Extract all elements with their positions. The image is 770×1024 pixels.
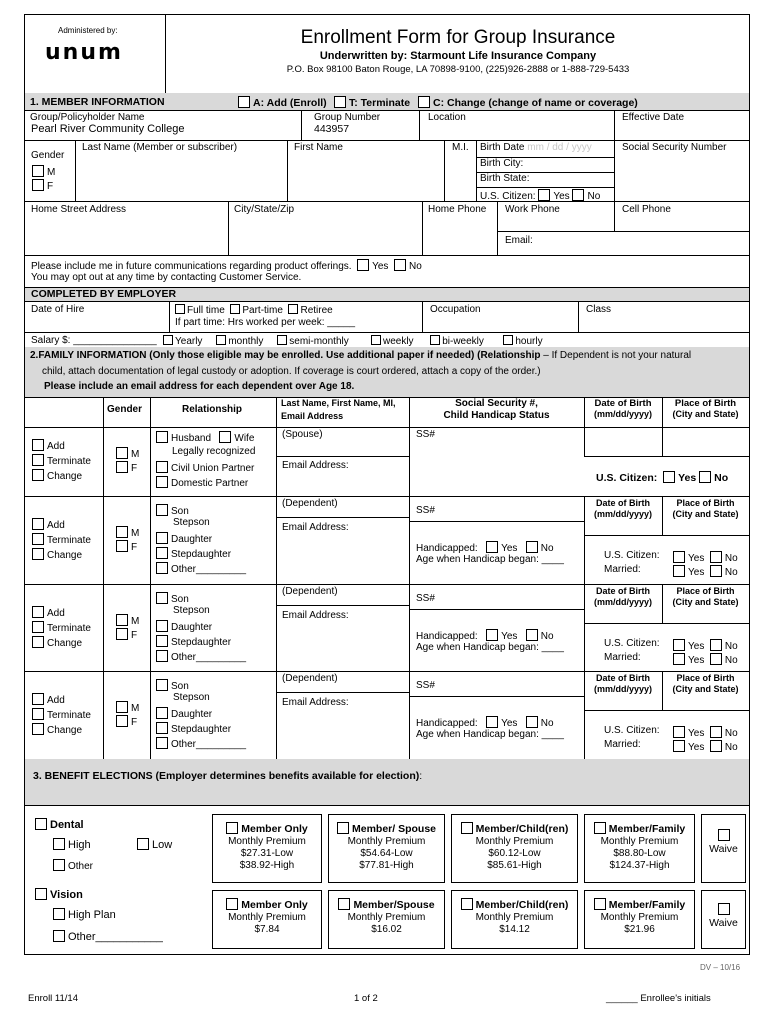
dep2-change[interactable]: Change: [32, 636, 82, 650]
dep2-stepson: Stepson: [173, 605, 210, 616]
dep2-citizen-yes[interactable]: [673, 639, 685, 651]
dental-price-low: $54.64-Low: [360, 847, 413, 859]
part-time-hours[interactable]: If part time: Hrs worked per week: _____: [175, 317, 356, 328]
dep2-citizen-no[interactable]: [710, 639, 722, 651]
dep3-citizen-yes[interactable]: [673, 726, 685, 738]
dep2-gender-f[interactable]: F: [116, 628, 137, 642]
spouse-citizen-yes[interactable]: [663, 471, 675, 483]
dental-price-high: $85.61-High: [487, 859, 542, 871]
dep2-citizen: Yes No: [673, 639, 738, 653]
dental-price-low: $88.80-Low: [613, 847, 666, 859]
administered-by: Administered by:: [58, 26, 118, 35]
dep1-other-checkbox[interactable]: [156, 562, 168, 574]
dep1-email[interactable]: Email Address:: [282, 522, 349, 533]
dep3-married-yes[interactable]: [673, 740, 685, 752]
dep2-stepdaughter[interactable]: Stepdaughter: [156, 635, 231, 649]
comm-yes-checkbox[interactable]: [357, 259, 369, 271]
dep1-name[interactable]: (Dependent): [282, 498, 338, 509]
dep2-married: Yes No: [673, 653, 738, 667]
gender-label: Gender: [31, 150, 65, 161]
date-of-hire[interactable]: Date of Hire: [31, 304, 85, 315]
husband-wife: Husband Wife: [156, 431, 254, 445]
dental-other[interactable]: Other: [53, 859, 93, 873]
dep3-citizen-no[interactable]: [710, 726, 722, 738]
dental-member-children[interactable]: Member/Child(ren) Monthly Premium $60.12-Low $85.61-High: [451, 814, 578, 883]
dep1-change-checkbox[interactable]: [32, 548, 44, 560]
vision-price: $14.12: [499, 923, 530, 935]
dep3-dob[interactable]: Date of Birth (mm/dd/yyyy): [593, 673, 653, 694]
dep2-m-checkbox[interactable]: [116, 614, 128, 626]
pay-frequency: Yearly monthly semi-monthly weekly bi-weekly hourly: [163, 335, 543, 348]
dental-price-high: $38.92-High: [239, 859, 295, 871]
spouse-change[interactable]: Change: [32, 469, 82, 483]
location-label: Location: [428, 112, 466, 123]
dep3-ssn[interactable]: SS#: [416, 680, 435, 691]
dep1-married-yes[interactable]: [673, 565, 685, 577]
dep2-other-checkbox[interactable]: [156, 650, 168, 662]
dep3-married: Yes No: [673, 740, 738, 754]
dep3-handicapped: Handicapped: Yes No: [416, 718, 554, 729]
option-change[interactable]: C: Change (change of name or coverage): [418, 96, 638, 109]
dental-price-low: $60.12-Low: [488, 847, 541, 859]
vision-price: $16.02: [371, 923, 402, 935]
dep2-daughter-checkbox[interactable]: [156, 620, 168, 632]
spouse-gender-f[interactable]: F: [116, 461, 137, 475]
domestic-partner[interactable]: Domestic Partner: [156, 476, 248, 490]
vision-member-only[interactable]: Member Only Monthly Premium $7.84: [212, 890, 322, 949]
dep1-ssn[interactable]: SS#: [416, 505, 435, 516]
birth-date-input[interactable]: mm / dd / yyyy: [527, 142, 592, 153]
dep1-terminate[interactable]: Terminate: [32, 533, 91, 547]
dental-price-high: $124.37-High: [609, 859, 670, 871]
dep2-married-yes[interactable]: [673, 653, 685, 665]
section2-heading: 2.FAMILY INFORMATION (Only those eligible may be enrolled. Use additional paper if needed) (Relationship – If Dependent is not your natural: [30, 350, 692, 361]
birth-date-label: Birth Date mm / dd / yyyy: [480, 142, 592, 153]
enrollee-initials[interactable]: ______ Enrollee's initials: [606, 993, 711, 1004]
street-label[interactable]: Home Street Address: [31, 204, 127, 215]
underwritten-by: Underwritten by: Starmount Life Insurance Company: [319, 50, 597, 62]
dep3-married-no[interactable]: [710, 740, 722, 752]
enroll-code: Enroll 11/14: [28, 993, 78, 1004]
hourly-checkbox[interactable]: [503, 335, 513, 345]
gender-m-checkbox[interactable]: [32, 165, 44, 177]
option-terminate[interactable]: T: Terminate: [334, 96, 410, 109]
dep2-ssn[interactable]: SS#: [416, 593, 435, 604]
dep3-change-checkbox[interactable]: [32, 723, 44, 735]
dep1-citizen-yes[interactable]: [673, 551, 685, 563]
part-time-checkbox[interactable]: [230, 304, 240, 314]
dep1-married-label: Married:: [604, 564, 641, 575]
dep1-add-checkbox[interactable]: [32, 518, 44, 530]
dep3-handicap-yes[interactable]: [486, 716, 498, 728]
dep3-stepdaughter[interactable]: Stepdaughter: [156, 722, 231, 736]
dep3-stepson: Stepson: [173, 692, 210, 703]
dental-member-family[interactable]: Member/Family Monthly Premium $88.80-Low $124.37-High: [584, 814, 695, 883]
col-name: Last Name, First Name, MI,: [281, 398, 396, 408]
dep1-gender-f[interactable]: F: [116, 540, 137, 554]
vision-member-spouse[interactable]: Member/Spouse Monthly Premium $16.02: [328, 890, 445, 949]
civil-union-checkbox[interactable]: [156, 461, 168, 473]
yearly-checkbox[interactable]: [163, 335, 173, 345]
vision-price: $7.84: [254, 923, 280, 935]
dep2-name[interactable]: (Dependent): [282, 586, 338, 597]
dental-checkbox[interactable]: [35, 818, 47, 830]
vision-member-only-checkbox[interactable]: [226, 898, 238, 910]
dep2-terminate[interactable]: Terminate: [32, 621, 91, 635]
city-label[interactable]: City/State/Zip: [234, 204, 295, 215]
dep1-other[interactable]: Other_________: [156, 562, 246, 576]
retiree-checkbox[interactable]: [288, 304, 298, 314]
dental-member-spouse[interactable]: Member/ Spouse Monthly Premium $54.64-Low $77.81-High: [328, 814, 445, 883]
dep2-dob[interactable]: Date of Birth (mm/dd/yyyy): [593, 586, 653, 607]
spouse-terminate-checkbox[interactable]: [32, 454, 44, 466]
vision-other[interactable]: Other___________: [53, 930, 163, 944]
dep1-pob[interactable]: Place of Birth (City and State): [672, 498, 739, 519]
comm-no-checkbox[interactable]: [394, 259, 406, 271]
spouse-add[interactable]: Add: [32, 439, 65, 453]
dep2-citizen-label: U.S. Citizen:: [604, 638, 660, 649]
dep3-married-label: Married:: [604, 739, 641, 750]
dep1-handicap-yes[interactable]: [486, 541, 498, 553]
unum-logo: unum: [45, 40, 123, 65]
dep3-email[interactable]: Email Address:: [282, 697, 349, 708]
dep2-married-no[interactable]: [710, 653, 722, 665]
col-relationship: Relationship: [182, 404, 243, 415]
change-checkbox[interactable]: [418, 96, 430, 108]
dep2-change-checkbox[interactable]: [32, 636, 44, 648]
dental-member-only[interactable]: Member Only Monthly Premium $27.31-Low $38.92-High: [212, 814, 322, 883]
dep2-daughter[interactable]: Daughter: [156, 620, 212, 634]
dep1-stepson: Stepson: [173, 517, 210, 528]
spouse-add-checkbox[interactable]: [32, 439, 44, 451]
birth-city[interactable]: Birth City:: [480, 158, 524, 169]
last-name-label[interactable]: Last Name (Member or subscriber): [82, 142, 238, 153]
spouse-m-checkbox[interactable]: [116, 447, 128, 459]
dep3-f-checkbox[interactable]: [116, 715, 128, 727]
dep3-handicap-age[interactable]: Age when Handicap began: ____: [416, 729, 564, 740]
dep3-add[interactable]: Add: [32, 693, 65, 707]
dental-member-spouse-checkbox[interactable]: [337, 822, 349, 834]
dep3-other[interactable]: Other_________: [156, 737, 246, 751]
dental-waive[interactable]: Waive: [701, 814, 746, 883]
dep2-married-label: Married:: [604, 652, 641, 663]
dep3-citizen-label: U.S. Citizen:: [604, 725, 660, 736]
vision-member-children-checkbox[interactable]: [461, 898, 473, 910]
citizen-no-checkbox[interactable]: [572, 189, 584, 201]
vision-member-children[interactable]: Member/Child(ren) Monthly Premium $14.12: [451, 890, 578, 949]
dep3-gender-f[interactable]: F: [116, 715, 137, 729]
home-phone-label[interactable]: Home Phone: [428, 204, 487, 215]
class-label[interactable]: Class: [586, 304, 612, 315]
gender-f[interactable]: F: [32, 179, 53, 193]
gender-f-checkbox[interactable]: [32, 179, 44, 191]
ssn-label[interactable]: Social Security Number: [622, 142, 727, 153]
dep1-daughter-checkbox[interactable]: [156, 532, 168, 544]
dep2-handicap-yes[interactable]: [486, 629, 498, 641]
comm-pref: Please include me in future communications regarding product offerings. Yes No: [31, 261, 422, 272]
dep3-handicap-no[interactable]: [526, 716, 538, 728]
dep2-f-checkbox[interactable]: [116, 628, 128, 640]
col-dob: Date of Birth (mm/dd/yyyy): [593, 398, 653, 420]
dep1-married: Yes No: [673, 565, 738, 579]
dep1-citizen-label: U.S. Citizen:: [604, 550, 660, 561]
dental-price-high: $77.81-High: [359, 859, 414, 871]
vision-option[interactable]: Vision: [35, 888, 83, 902]
spouse-label[interactable]: (Spouse): [282, 429, 323, 440]
spouse-terminate[interactable]: Terminate: [32, 454, 91, 468]
dep1-f-checkbox[interactable]: [116, 540, 128, 552]
dental-waive-checkbox[interactable]: [718, 829, 730, 841]
wife-checkbox[interactable]: [219, 431, 231, 443]
dep3-change[interactable]: Change: [32, 723, 82, 737]
dep1-son-checkbox[interactable]: [156, 504, 168, 516]
monthly-checkbox[interactable]: [216, 335, 226, 345]
dental-price-low: $27.31-Low: [240, 847, 294, 859]
dep2-son[interactable]: Son: [156, 592, 189, 606]
col-ssn: Social Security #, Child Handicap Status: [443, 398, 550, 421]
col-email: Email Address: [281, 411, 344, 421]
option-add[interactable]: A: Add (Enroll): [238, 96, 327, 109]
salary[interactable]: Salary $: _______________: [31, 335, 157, 346]
col-gender: Gender: [107, 404, 143, 415]
spouse-citizen: U.S. Citizen: Yes No: [596, 472, 729, 484]
dep2-terminate-checkbox[interactable]: [32, 621, 44, 633]
full-time-checkbox[interactable]: [175, 304, 185, 314]
dep1-terminate-checkbox[interactable]: [32, 533, 44, 545]
form-title: Enrollment Form for Group Insurance: [300, 27, 616, 48]
vision-member-spouse-checkbox[interactable]: [338, 898, 350, 910]
domestic-partner-checkbox[interactable]: [156, 476, 168, 488]
dep3-daughter-checkbox[interactable]: [156, 707, 168, 719]
dep1-stepdaughter[interactable]: Stepdaughter: [156, 547, 231, 561]
dental-member-family-checkbox[interactable]: [594, 822, 606, 834]
cell-phone-label[interactable]: Cell Phone: [622, 204, 671, 215]
vision-member-family-checkbox[interactable]: [594, 898, 606, 910]
dep3-add-checkbox[interactable]: [32, 693, 44, 705]
vision-checkbox[interactable]: [35, 888, 47, 900]
dental-low-checkbox[interactable]: [137, 838, 149, 850]
spouse-citizen-no[interactable]: [699, 471, 711, 483]
vision-waive-checkbox[interactable]: [718, 903, 730, 915]
dep1-handicap-no[interactable]: [526, 541, 538, 553]
citizen-yes-checkbox[interactable]: [538, 189, 550, 201]
dental-other-checkbox[interactable]: [53, 859, 65, 871]
dep2-gender-m[interactable]: M: [116, 614, 139, 628]
dep2-pob[interactable]: Place of Birth (City and State): [672, 586, 739, 607]
group-number[interactable]: 443957: [314, 123, 350, 135]
dental-high-checkbox[interactable]: [53, 838, 65, 850]
gender-m[interactable]: M: [32, 165, 55, 179]
dep3-son[interactable]: Son: [156, 679, 189, 693]
dep2-add-checkbox[interactable]: [32, 606, 44, 618]
form-version: DV – 10/16: [700, 963, 741, 972]
employer-heading: COMPLETED BY EMPLOYER: [31, 288, 177, 300]
dep1-citizen: Yes No: [673, 551, 738, 565]
group-name[interactable]: Pearl River Community College: [31, 123, 185, 135]
dep1-citizen-no[interactable]: [710, 551, 722, 563]
husband-checkbox[interactable]: [156, 431, 168, 443]
first-name-label[interactable]: First Name: [294, 142, 343, 153]
spouse-email[interactable]: Email Address:: [282, 460, 349, 471]
section3-heading: 3. BENEFIT ELECTIONS (Employer determines benefits available for election):: [33, 770, 423, 782]
dental-member-children-checkbox[interactable]: [461, 822, 473, 834]
dep2-son-checkbox[interactable]: [156, 592, 168, 604]
vision-high-checkbox[interactable]: [53, 908, 65, 920]
dental-high[interactable]: High: [53, 838, 91, 852]
vision-other-checkbox[interactable]: [53, 930, 65, 942]
civil-union[interactable]: Civil Union Partner: [156, 461, 254, 475]
dep3-m-checkbox[interactable]: [116, 701, 128, 713]
vision-waive[interactable]: Waive: [701, 890, 746, 949]
dep2-stepdaughter-checkbox[interactable]: [156, 635, 168, 647]
dep2-other[interactable]: Other_________: [156, 650, 246, 664]
email-label[interactable]: Email:: [505, 235, 533, 246]
legally-recognized: Legally recognized: [172, 446, 256, 457]
dep3-terminate[interactable]: Terminate: [32, 708, 91, 722]
dep3-daughter[interactable]: Daughter: [156, 707, 212, 721]
vision-member-family[interactable]: Member/Family Monthly Premium $21.96: [584, 890, 695, 949]
dep3-name[interactable]: (Dependent): [282, 673, 338, 684]
dep1-dob[interactable]: Date of Birth (mm/dd/yyyy): [593, 498, 653, 519]
birth-state[interactable]: Birth State:: [480, 173, 530, 184]
dental-low[interactable]: Low: [137, 838, 172, 852]
dep1-handicapped: Handicapped: Yes No: [416, 543, 554, 554]
spouse-gender-m[interactable]: M: [116, 447, 139, 461]
dep2-handicapped: Handicapped: Yes No: [416, 631, 554, 642]
terminate-checkbox[interactable]: [334, 96, 346, 108]
dep1-son[interactable]: Son: [156, 504, 189, 518]
dep2-handicap-no[interactable]: [526, 629, 538, 641]
dep1-change[interactable]: Change: [32, 548, 82, 562]
employment-type: Full time Part-time Retiree: [175, 304, 333, 317]
effective-date-label: Effective Date: [622, 112, 685, 123]
occupation-label[interactable]: Occupation: [430, 304, 481, 315]
add-checkbox[interactable]: [238, 96, 250, 108]
vision-high-plan[interactable]: High Plan: [53, 908, 116, 922]
spouse-f-checkbox[interactable]: [116, 461, 128, 473]
group-number-label: Group Number: [314, 112, 381, 123]
dental-option[interactable]: Dental: [35, 818, 84, 832]
opt-out-text: You may opt out at any time by contacting Customer Service.: [31, 272, 302, 283]
dep1-stepdaughter-checkbox[interactable]: [156, 547, 168, 559]
dep1-gender-m[interactable]: M: [116, 526, 139, 540]
spouse-ssn[interactable]: SS#: [416, 429, 435, 440]
group-label: Group/Policyholder Name: [30, 112, 145, 123]
page-number: 1 of 2: [354, 993, 378, 1004]
dep2-add[interactable]: Add: [32, 606, 65, 620]
dep2-email[interactable]: Email Address:: [282, 610, 349, 621]
spouse-change-checkbox[interactable]: [32, 469, 44, 481]
dep3-other-checkbox[interactable]: [156, 737, 168, 749]
dep1-m-checkbox[interactable]: [116, 526, 128, 538]
dental-member-only-checkbox[interactable]: [226, 822, 238, 834]
section1-heading: 1. MEMBER INFORMATION: [30, 96, 165, 108]
us-citizen: U.S. Citizen: Yes No: [480, 191, 601, 202]
semi-monthly-checkbox[interactable]: [277, 335, 287, 345]
work-phone-label[interactable]: Work Phone: [505, 204, 560, 215]
dep3-terminate-checkbox[interactable]: [32, 708, 44, 720]
dep3-pob[interactable]: Place of Birth (City and State): [672, 673, 739, 694]
section2-email-note: Please include an email address for each dependent over Age 18.: [44, 381, 355, 392]
dep3-gender-m[interactable]: M: [116, 701, 139, 715]
col-pob: Place of Birth (City and State): [672, 398, 739, 420]
weekly-checkbox[interactable]: [371, 335, 381, 345]
vision-price: $21.96: [624, 923, 655, 935]
bi-weekly-checkbox[interactable]: [430, 335, 440, 345]
company-address: P.O. Box 98100 Baton Rouge, LA 70898-9100, (225)926-2888 or 1-888-729-5433: [286, 64, 630, 75]
dep3-son-checkbox[interactable]: [156, 679, 168, 691]
dep3-citizen: Yes No: [673, 726, 738, 740]
dep1-handicap-age[interactable]: Age when Handicap began: ____: [416, 554, 564, 565]
dep1-married-no[interactable]: [710, 565, 722, 577]
mi-label[interactable]: M.I.: [452, 142, 469, 153]
dep1-daughter[interactable]: Daughter: [156, 532, 212, 546]
section2-note: child, attach documentation of legal custody or adoption. If coverage is court ordered, attach a copy of the order.): [42, 366, 541, 377]
dep1-add[interactable]: Add: [32, 518, 65, 532]
dep2-handicap-age[interactable]: Age when Handicap began: ____: [416, 642, 564, 653]
dep3-stepdaughter-checkbox[interactable]: [156, 722, 168, 734]
